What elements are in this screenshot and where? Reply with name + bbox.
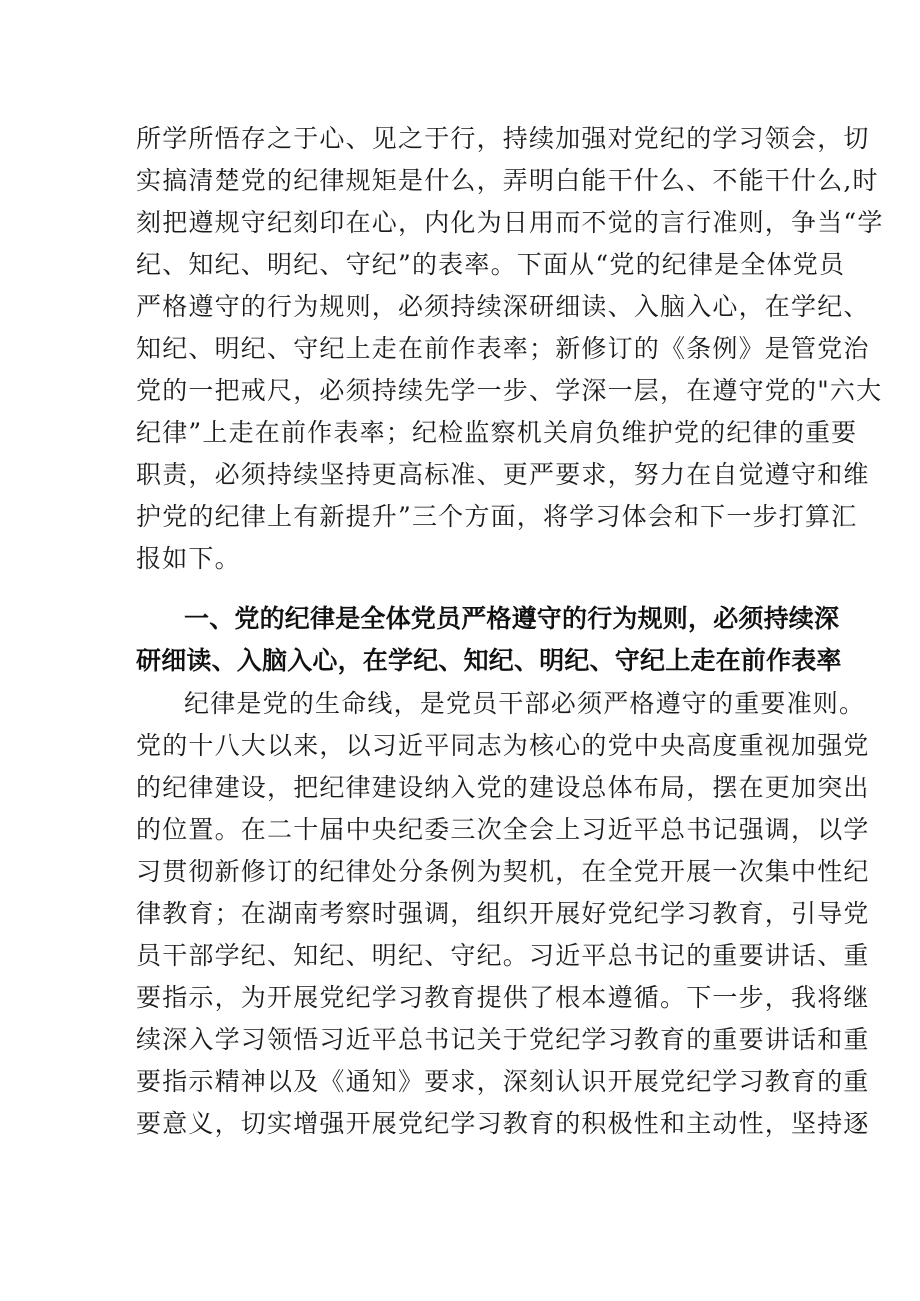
paragraph-line: 实搞清楚党的纪律规矩是什么，弄明白能干什么、不能干什么,时 (136, 166, 879, 195)
intro-paragraph (136, 118, 884, 580)
paragraph-line: 严格遵守的行为规则，必须持续深研细读、入脑入心，在学纪、 (136, 292, 870, 321)
paragraph-line: 报如下。 (136, 544, 241, 573)
paragraph-line: 党的十八大以来，以习近平同志为核心的党中央高度重视加强党 (136, 731, 870, 760)
heading-line: 一、党的纪律是全体党员严格遵守的行为规则，必须持续深 (184, 604, 840, 633)
section-heading (136, 598, 842, 682)
paragraph-line: 要指示，为开展党纪学习教育提供了根本遵循。下一步，我将继 (136, 983, 870, 1012)
body-paragraph (136, 683, 870, 1145)
paragraph-line: 纪律是党的生命线，是党员干部必须严格遵守的重要准则。 (184, 689, 866, 718)
paragraph-line: 要指示精神以及《通知》要求，深刻认识开展党纪学习教育的重 (136, 1067, 870, 1096)
paragraph-line: 护党的纪律上有新提升”三个方面，将学习体会和下一步打算汇 (136, 502, 858, 531)
paragraph-line: 纪、知纪、明纪、守纪”的表率。下面从“党的纪律是全体党员 (136, 250, 846, 279)
paragraph-line: 的位置。在二十届中央纪委三次全会上习近平总书记强调，以学 (136, 815, 870, 844)
paragraph-line: 纪律”上走在前作表率；纪检监察机关肩负维护党的纪律的重要 (136, 418, 858, 447)
paragraph-line: 习贯彻新修订的纪律处分条例为契机，在全党开展一次集中性纪 (136, 857, 870, 886)
paragraph-line: 续深入学习领悟习近平总书记关于党纪学习教育的重要讲话和重 (136, 1025, 870, 1054)
heading-line: 研细读、入脑入心，在学纪、知纪、明纪、守纪上走在前作表率 (136, 646, 842, 675)
paragraph-line: 职责，必须持续坚持更高标准、更严要求，努力在自觉遵守和维 (136, 460, 870, 489)
paragraph-line: 知纪、明纪、守纪上走在前作表率；新修订的《条例》是管党治 (136, 334, 870, 363)
paragraph-line: 的纪律建设，把纪律建设纳入党的建设总体布局，摆在更加突出 (136, 773, 870, 802)
paragraph-line: 党的一把戒尺，必须持续先学一步、学深一层，在遵守党的"六大 (136, 376, 883, 405)
paragraph-line: 律教育；在湖南考察时强调，组织开展好党纪学习教育，引导党 (136, 899, 870, 928)
paragraph-line: 所学所悟存之于心、见之于行，持续加强对党纪的学习领会，切 (136, 124, 870, 153)
paragraph-line: 要意义，切实增强开展党纪学习教育的积极性和主动性，坚持逐 (136, 1109, 870, 1138)
paragraph-line: 员干部学纪、知纪、明纪、守纪。习近平总书记的重要讲话、重 (136, 941, 870, 970)
paragraph-line: 刻把遵规守纪刻印在心，内化为日用而不觉的言行准则，争当“学 (136, 208, 884, 237)
